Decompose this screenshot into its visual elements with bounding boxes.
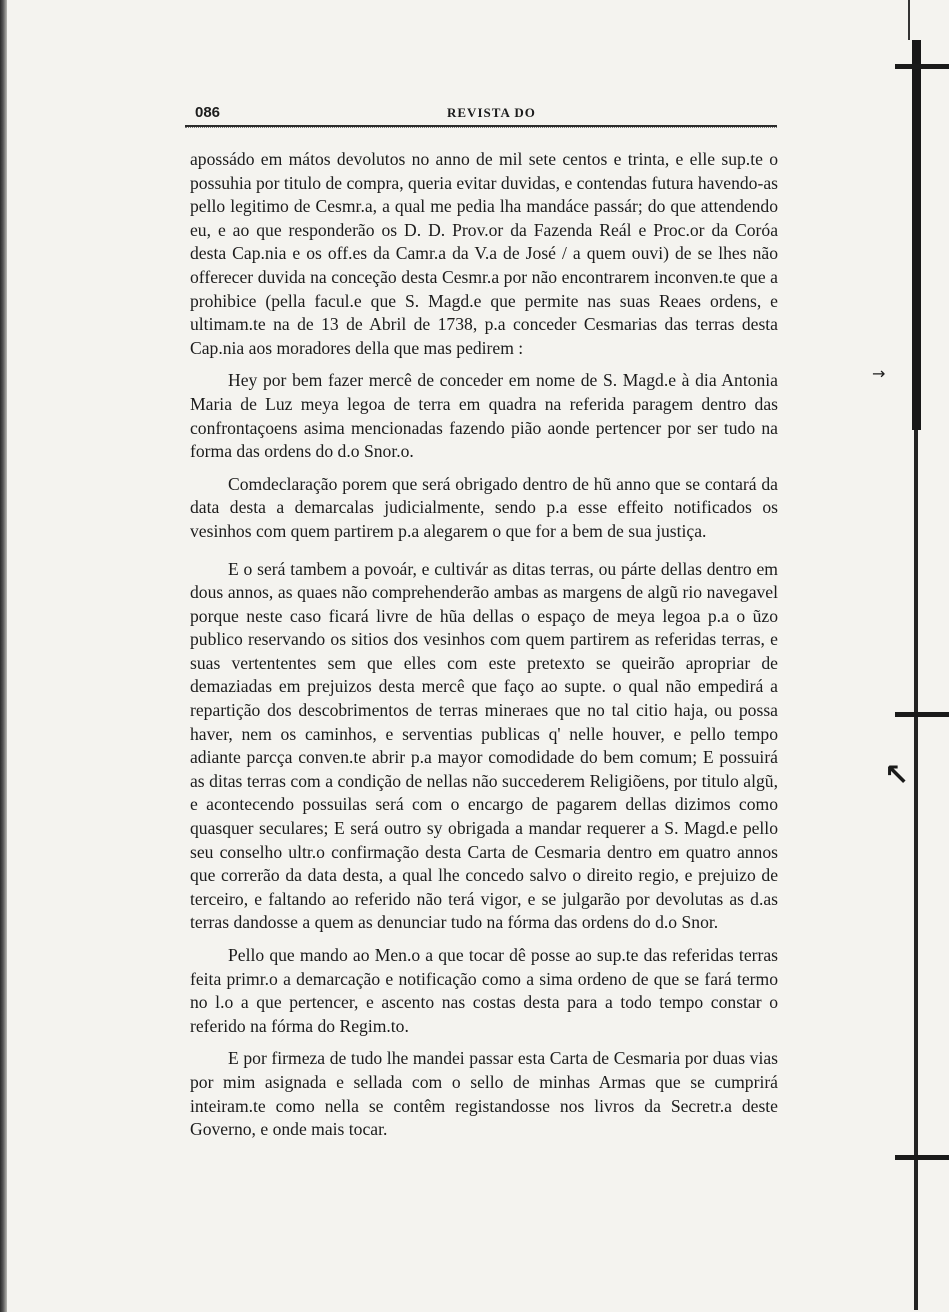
scan-left-edge [0,0,7,1312]
paragraph: E o será tambem a povoár, e cultivár as ditas terras, ou párte dellas dentro em dous annos, as quaes não comprehenderão ambas as margens de algũ rio navegavel porque neste caso ficará livre de hũa dellas o espaço de meya legoa p.a o ũzo publico reservando os sitios dos vesinhos com quem partirem as referidas terras, e suas vertententes sem que elles com este pretexto se queirão apropriar de demaziadas em prejuizos desta mercê que faço ao supte. o qual não empedirá a repartição dos descobrimentos de terras mineraes que no tal citio haja, ou possa haver, nem os caminhos, e serventias publicas q' nelle houver, e pello tempo adiante parcça conven.te abrir p.a mayor comodidade do bem comum; E possuirá as ditas terras com a condição de nellas não succederem Religiõens, por titulo algũ, e acontecendo possuilas será com o encargo de pagarem dellas dizimos como quasquer seculares; E será outro sy obrigada a mandar requerer a S. Magd.e pello seu conselho ultr.o confirmação desta Carta de Cesmaria dentro em quatro annos que correrão da data desta, a qual lhe concedo salvo o direito regio, e prejuizo de terceiro, e faltando ao referido não terá vigor, e se julgarão por devolutas as d.as terras dandosse a quem as denunciar tudo na fórma das ordens do d.o Snor. [190,558,778,933]
paragraph: E por firmeza de tudo lhe mandei passar esta Carta de Cesmaria por duas vias por mim asignada e sellada com o sello de minhas Armas que se cumprirá inteiram.te como nella se contêm registandosse nos livros da Secretr.a deste Governo, e onde mais tocar. [190,1048,778,1140]
paragraph: Pello que mando ao Men.o a que tocar dê posse ao sup.te das referidas terras feita primr.o a demarcação e notificação como a sima ordeno de que se fará termo no l.o a que pertencer, e ascento nas costas desta para a todo tempo constar o referido na fórma do Regim.to. [190,945,778,1036]
binding-thread [908,0,910,40]
document-page [185,0,790,1312]
scan-binding-edge [895,0,949,1312]
binding-spine-lower [914,430,918,1310]
paragraph: apossádo em mátos devolutos no anno de mil sete centos e trinta, e elle sup.te o possuhia por titulo de compra, queria evitar duvidas, e contendas futura havendo-as pello legitimo de Cesmr.a, a qual me pedia lha mandáce passár; do que attendendo eu, e ao que responderão os D. D. Prov.or da Fazenda Reál e Proc.or da Coróa desta Cap.nia e os off.es da Camr.a da V.a de José / a quem ouvi) de se lhes não offerecer duvida na conceção desta Cesmr.a por não encontrarem inconven.te que a prohibice (pella facul.e que S. Magd.e que permite nas suas Reaes ordens, e ultimam.te na de 13 de Abril de 1738, p.a conceder Cesmarias das terras desta Cap.nia aos moradores della que mas pedirem : [190,149,778,358]
paragraph: Hey por bem fazer mercê de conceder em nome de S. Magd.e à dia Antonia Maria de Luz meya legoa de terra em quadra na referida paragem dentro das confrontaçoens asima mencionadas fazendo pião aonde pertencer por ser tudo na forma das ordens do d.o Snor.o. [190,370,778,462]
margin-mark-icon: → [872,364,886,383]
page-number: 086 [195,104,221,121]
binding-tick [895,64,949,69]
binding-spine [912,40,921,430]
body-text [190,148,778,1142]
binding-tick [895,712,949,717]
margin-arrow-icon: ↖ [884,758,910,793]
page-header [185,104,790,126]
binding-tick [895,1155,949,1160]
paragraph: Comdeclaração porem que será obrigado dentro de hũ anno que se contará da data desta a demarcalas judicialmente, sendo p.a esse effeito notificados os vesinhos com quem partirem p.a alegarem o que for a bem de sua justiça. [190,473,778,541]
header-rule [185,125,777,128]
running-title: REVISTA DO [447,105,536,120]
